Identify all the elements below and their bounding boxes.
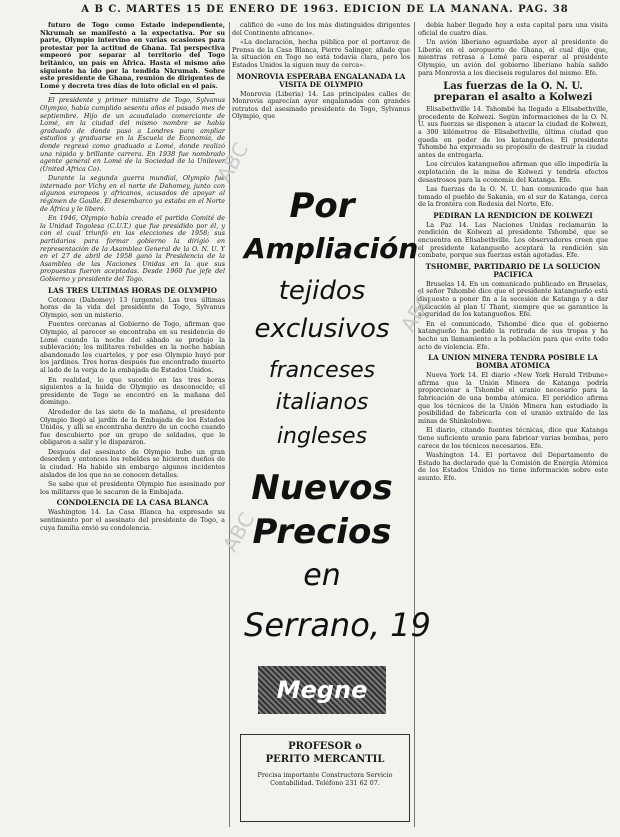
article-paragraph: El diario, citando fuentes técnicas, dice que Katanga tiene suficiente uranio para fabricar varias bombas, pero carece de los técnicos necesarios. Efe. bbox=[418, 426, 608, 450]
article-paragraph: Alrededor de las siete de la mañana, el presidente Olympio llegó al jardín de la Embajada de los Estados Unidos, y allí se encontraba dentro de un coche cuando fue descubierto por un grupo de soldados, que le obligaron a salir y le dispararon. bbox=[40, 407, 225, 447]
ad-line: Ampliación bbox=[244, 232, 419, 265]
article-paragraph: Washington 14. El portavoz del Departamento de Estado ha declarado que la Comisión de Energía Atómica de los Estados Unidos no tiene información sobre este asunto. Efe. bbox=[418, 451, 608, 482]
column-3 bbox=[418, 22, 608, 832]
rule-divider bbox=[50, 93, 215, 94]
article-paragraph: Cotonou (Dahomey) 13 (urgente). Las tres últimas horas de la vida del presidente de Togo, Sylvanus Olympio, son un misterio. bbox=[40, 295, 225, 319]
column-2 bbox=[232, 22, 410, 200]
section-heading: LAS TRES ULTIMAS HORAS DE OLYMPIO bbox=[48, 285, 217, 295]
classified-title: PROFESOR o bbox=[288, 741, 362, 752]
brand-logo: Megne bbox=[258, 666, 386, 714]
article-paragraph: Después del asesinato de Olympio hubo un gran desorden y entonces los rebeldes se hicieron dueños de la ciudad. Ha habido sin embargo algunos incidentes aislados de los que no se conocen detalles. bbox=[40, 447, 225, 479]
ad-line: Serrano, 19 bbox=[244, 606, 431, 644]
classified-body: Precisa importante Constructora Servicio Contabilidad. Teléfono 231 62 07. bbox=[257, 771, 393, 787]
article-paragraph: Fuentes cercanas al Gobierno de Togo, afirman que Olympio, al parecer se encontraba en su residencia de Lomé cuando la noche del sábado se produjo la sublevación; los militares rebeldes en la noche habían abandonado los cuarteles, y por eso Olympio huyó por los jardines. Tres horas después fue encontrado muerto al lado de la verja de la embajada de Estados Unidos. bbox=[40, 320, 225, 374]
article-paragraph: El presidente y primer ministro de Togo, Sylvanus Olympio, había cumplido sesenta años el pasado mes de septiembre. Hijo de un acaudalado comerciante de Lomé, en la ciudad del mismo nombre se había graduado de donde pasó a Londres para ampliar estudios y graduarse en la Escuela de Economía, de donde regresó como graduado a Lomé, donde realizó una rápida y brillante carrera. En 1938 fue nombrado agente general en Lomé de la Sociedad de la Unilever (United Africa Co). bbox=[40, 96, 225, 173]
watermark: ABC bbox=[217, 508, 260, 556]
article-paragraph: Las fuerzas de la O. N. U. han comunicado que han tomado el pueblo de Sakania, en el sur de Katanga, cerca de la frontera con Rodesia del Norte. Efe. bbox=[418, 185, 608, 209]
classified-box bbox=[240, 734, 410, 822]
section-heading: MONROVIA ESPERABA ENGALANADA LA VISITA DE OLYMPIO bbox=[236, 71, 406, 89]
article-paragraph: Nueva York 14. El diario «New York Herald Tribune» afirma que la Unión Minera de Katanga podría proporcionar a Tshombé el uranio necesario para la fabricación de una bomba atómica. El periódico afirma que los técnicos de la Unión Minera han estudiado la posibilidad de fabricarla con el uranio extraído de las minas de Shinkolobwe. bbox=[418, 371, 608, 425]
article-paragraph: Durante la segunda guerra mundial, Olympio fue internado por Vichy en el norte de Dahomey, junto con algunos europeos y africanos, acusados de apoyar al régimen de Gaulle. El desembarco ya estaba en el Norte de África y le liberó. bbox=[40, 174, 225, 213]
article-paragraph: Los círculos katangueños afirman que ello impediría la explotación de la mina de Kolwezi y tendría efectos desastrosos para la economía del Katanga. Efe. bbox=[418, 160, 608, 184]
article-paragraph: Se sabe que el presidente Olympio fue asesinado por los militares que le sacaron de la Embajada. bbox=[40, 480, 225, 496]
ad-line: exclusivos bbox=[254, 314, 390, 344]
watermark: ABC bbox=[395, 288, 438, 336]
article-paragraph: La Paz 14. Las Naciones Unidas reclamarán la rendición de Kolwezi al presidente Tshombé, que se encuentra en Elisabethville. Los observadores creen que el presidente katangueño aceptará la rendición sin combate, porque sus fuerzas están agotadas. Efe. bbox=[418, 220, 608, 260]
article-paragraph: Bruselas 14. En un comunicado publicado en Bruselas, el señor Tshombé dice que el presidente katangueño está dispuesto a poner fin a la secesión de Katanga y a dar aplicación al plan U Thant, siempre que se garantice la seguridad de los katangueños. Efe. bbox=[418, 279, 608, 319]
ad-line: Por bbox=[289, 186, 355, 226]
ad-line: ingleses bbox=[276, 424, 368, 449]
ad-line: italianos bbox=[275, 390, 369, 415]
article-paragraph: Monrovia (Liberia) 14. Las principales calles de Monrovia aparecían ayer engalanadas con grandes retratos del asesinado presidente de Togo, Sylvanus Olympio, que bbox=[232, 89, 410, 121]
column-1 bbox=[40, 22, 225, 832]
ad-line: Precios bbox=[252, 512, 392, 552]
classified-title: PERITO MERCANTIL bbox=[265, 754, 385, 765]
masthead: A B C. MARTES 15 DE ENERO DE 1963. EDICION DE LA MAÑANA. PAG. 38 bbox=[81, 4, 569, 15]
column-divider bbox=[414, 22, 415, 827]
section-heading: TSHOMBE, PARTIDARIO DE LA SOLUCION PACIFICA bbox=[425, 261, 601, 279]
section-heading: PEDIRAN LA RENDICION DE KOLWEZI bbox=[433, 210, 593, 220]
ad-line: franceses bbox=[268, 358, 376, 383]
article-headline: Las fuerzas de la O. N. U. preparan el asalto a Kolwezi bbox=[433, 81, 593, 104]
article-paragraph: calificó de «uno de los más distinguidos dirigentes del Continente africano». bbox=[232, 22, 410, 37]
article-paragraph: debía haber llegado hoy a esta capital para una visita oficial de cuatro días. bbox=[418, 22, 608, 37]
section-heading: LA UNION MINERA TENDRA POSIBLE LA BOMBA ATOMICA bbox=[428, 353, 598, 371]
article-paragraph: Un avión liberiano aguardaba ayer al presidente de Liberia en el aeropuerto de Ghana, el cual dijo que, mientras retrasa a Lomé para esperar al presidente Olympio, un avión del gobierno liberiano había salido para Monrovia a los dieciseis regulares del mismo. Efe. bbox=[418, 38, 608, 77]
ad-line: Nuevos bbox=[251, 468, 393, 508]
watermark: ABC bbox=[211, 138, 254, 186]
ad-line: tejidos bbox=[278, 276, 366, 306]
ad-line: en bbox=[303, 558, 341, 593]
article-paragraph: futuro de Togo como Estado independiente, Nkrumah se manifestó a la expectativa. Por su parte, Olympio intervino en varias ocasiones para protestar por la actitud de Ghana. Tal perspectiva empeoró por separar al territorio del Togo británico, un país en África. Hasta el mismo año siguiente ha ido por la tendida Nkrumah. Sobre este presidente de Ghana, reunión de dirigentes de Lomé y decreta tres días de luto oficial en el país. bbox=[40, 22, 225, 90]
article-paragraph: En realidad, lo que sucedió en las tres horas siguientes a la huida de Olympio es desconocido; el presidente de Togo se encontró en la mañana del domingo. bbox=[40, 375, 225, 407]
article-paragraph: Elisabethville 14. Tshombé ha llegado a Elisabethville, procedente de Kolwezi. Según informaciones de la O. N. U. sus fuerzas se disponen a atacar la ciudad de Kolwezi, a 300 kilómetros de Elisabethville, última ciudad que queda en poder de los katangueños. El presidente Tshombé ha expresado su propósito de destruir la ciudad antes de entregarla. bbox=[418, 105, 608, 159]
article-paragraph: En el comunicado, Tshombé dice que el gobierno katangueño ha pedido la retirada de sus tropas y ha hecho un llamamiento a la población para que evite todo acto de violencia. Efe. bbox=[418, 319, 608, 351]
article-paragraph: «La declaración, hecha pública por el portavoz de Prensa de la Casa Blanca, Pierre Salinger, añade que la situación en Togo no está todavía clara, pero los Estados Unidos la siguen muy de cerca». bbox=[232, 38, 410, 69]
section-heading: CONDOLENCIA DE LA CASA BLANCA bbox=[56, 498, 209, 508]
article-paragraph: Washington 14. La Casa Blanca ha expresado su sentimiento por el asesinato del presidente de Togo, a cuya familia envió su condolencia. bbox=[40, 508, 225, 532]
article-paragraph: En 1946, Olympio había creado el partido Comité de la Unidad Togolesa (C.U.T.) que fue presidido por él, y con el cual triunfó en las elecciones de 1958; sus partidarios para formar gobierno la dirigió en representación de la Asamblea General de la O. N. U. Y en el 27 de abril de 1958 ganó la Presidencia de la Asamblea de las Naciones Unidas en la que sus propuestas fueron aceptadas. Desde 1960 fue jefe del Gobierno y presidente del Togo. bbox=[40, 214, 225, 283]
